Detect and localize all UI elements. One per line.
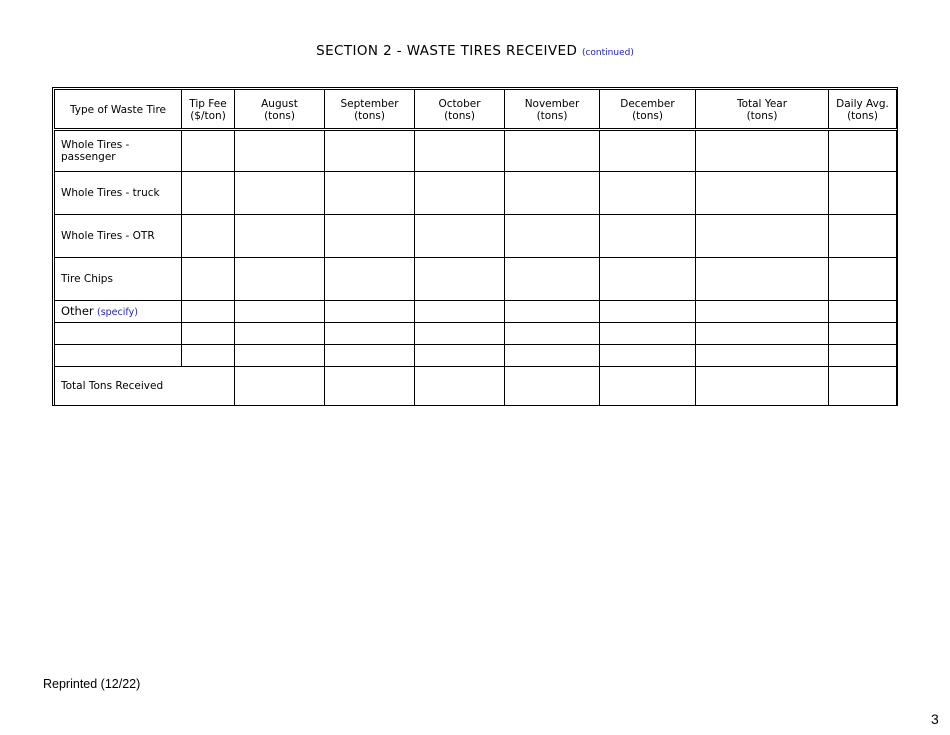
- cell-input[interactable]: [235, 345, 325, 367]
- row-label-chips: Tire Chips: [55, 258, 182, 301]
- cell-input[interactable]: [325, 215, 415, 258]
- row-label-passenger: Whole Tires - passenger: [55, 130, 182, 172]
- cell-input[interactable]: [696, 323, 829, 345]
- cell-input[interactable]: [415, 323, 505, 345]
- cell-input[interactable]: [235, 301, 325, 323]
- cell-input[interactable]: [600, 323, 696, 345]
- table-row-total: [55, 367, 897, 406]
- cell-input[interactable]: [505, 301, 600, 323]
- cell-input[interactable]: [325, 130, 415, 172]
- cell-input[interactable]: [325, 258, 415, 301]
- header-total-year: Total Year (tons): [696, 90, 829, 130]
- cell-input[interactable]: [235, 215, 325, 258]
- cell-input[interactable]: [829, 130, 897, 172]
- cell-input[interactable]: [505, 172, 600, 215]
- cell-input[interactable]: [600, 258, 696, 301]
- cell-input[interactable]: [696, 258, 829, 301]
- header-october: October (tons): [415, 90, 505, 130]
- cell-input[interactable]: [325, 367, 415, 406]
- cell-input[interactable]: [505, 345, 600, 367]
- cell-input[interactable]: [235, 258, 325, 301]
- cell-input[interactable]: [325, 345, 415, 367]
- table-row-other-3: [55, 345, 897, 367]
- cell-input[interactable]: [235, 323, 325, 345]
- cell-input[interactable]: [182, 323, 235, 345]
- row-label-otr: Whole Tires - OTR: [55, 215, 182, 258]
- table-row-other-2: [55, 323, 897, 345]
- cell-input[interactable]: [235, 172, 325, 215]
- cell-input[interactable]: [696, 172, 829, 215]
- cell-input[interactable]: [182, 215, 235, 258]
- title-continued: (continued): [581, 48, 634, 58]
- cell-input[interactable]: [415, 215, 505, 258]
- cell-input[interactable]: [696, 345, 829, 367]
- cell-input[interactable]: [325, 172, 415, 215]
- table-row-otr: [55, 215, 897, 258]
- cell-input[interactable]: [600, 172, 696, 215]
- header-tip-fee: Tip Fee ($/ton): [182, 90, 235, 130]
- cell-input[interactable]: [829, 172, 897, 215]
- cell-input[interactable]: [55, 345, 182, 367]
- cell-input[interactable]: [600, 367, 696, 406]
- cell-input[interactable]: [829, 301, 897, 323]
- cell-input[interactable]: [505, 215, 600, 258]
- cell-input[interactable]: [505, 323, 600, 345]
- row-label-total: Total Tons Received: [55, 367, 235, 406]
- page-title: [0, 43, 950, 59]
- cell-input[interactable]: [600, 215, 696, 258]
- row-label-other: [55, 301, 182, 323]
- cell-input[interactable]: [325, 301, 415, 323]
- other-label: Other: [61, 303, 94, 318]
- cell-input[interactable]: [235, 130, 325, 172]
- cell-input[interactable]: [415, 345, 505, 367]
- header-type: Type of Waste Tire: [55, 90, 182, 130]
- cell-input[interactable]: [829, 345, 897, 367]
- cell-input[interactable]: [182, 301, 235, 323]
- other-specify-hint: (specify): [97, 306, 138, 318]
- table-row-truck: [55, 172, 897, 215]
- table-header-row: [55, 90, 897, 130]
- cell-input[interactable]: [182, 130, 235, 172]
- reprinted-note: Reprinted (12/22): [43, 677, 141, 691]
- header-daily-avg: Daily Avg. (tons): [829, 90, 897, 130]
- table-row-chips: [55, 258, 897, 301]
- cell-input[interactable]: [182, 345, 235, 367]
- cell-input[interactable]: [415, 367, 505, 406]
- cell-input[interactable]: [829, 215, 897, 258]
- table-row-other: [55, 301, 897, 323]
- header-september: September (tons): [325, 90, 415, 130]
- cell-input[interactable]: [415, 172, 505, 215]
- title-text: SECTION 2 - WASTE TIRES RECEIVED: [316, 43, 578, 59]
- cell-input[interactable]: [415, 258, 505, 301]
- cell-input[interactable]: [505, 367, 600, 406]
- header-november: November (tons): [505, 90, 600, 130]
- cell-input[interactable]: [505, 258, 600, 301]
- cell-input[interactable]: [600, 301, 696, 323]
- cell-input[interactable]: [415, 130, 505, 172]
- cell-input[interactable]: [505, 130, 600, 172]
- header-december: December (tons): [600, 90, 696, 130]
- cell-input[interactable]: [829, 258, 897, 301]
- cell-input[interactable]: [55, 323, 182, 345]
- cell-input[interactable]: [696, 215, 829, 258]
- cell-input[interactable]: [415, 301, 505, 323]
- cell-input[interactable]: [696, 367, 829, 406]
- cell-input[interactable]: [235, 367, 325, 406]
- table-row-passenger: [55, 130, 897, 172]
- cell-input[interactable]: [325, 323, 415, 345]
- row-label-truck: Whole Tires - truck: [55, 172, 182, 215]
- waste-tires-table: [54, 89, 897, 406]
- cell-input[interactable]: [829, 367, 897, 406]
- cell-input[interactable]: [182, 172, 235, 215]
- page-number: 3: [931, 711, 939, 727]
- cell-input[interactable]: [600, 345, 696, 367]
- cell-input[interactable]: [600, 130, 696, 172]
- cell-input[interactable]: [829, 323, 897, 345]
- header-august: August (tons): [235, 90, 325, 130]
- cell-input[interactable]: [182, 258, 235, 301]
- cell-input[interactable]: [696, 301, 829, 323]
- cell-input[interactable]: [696, 130, 829, 172]
